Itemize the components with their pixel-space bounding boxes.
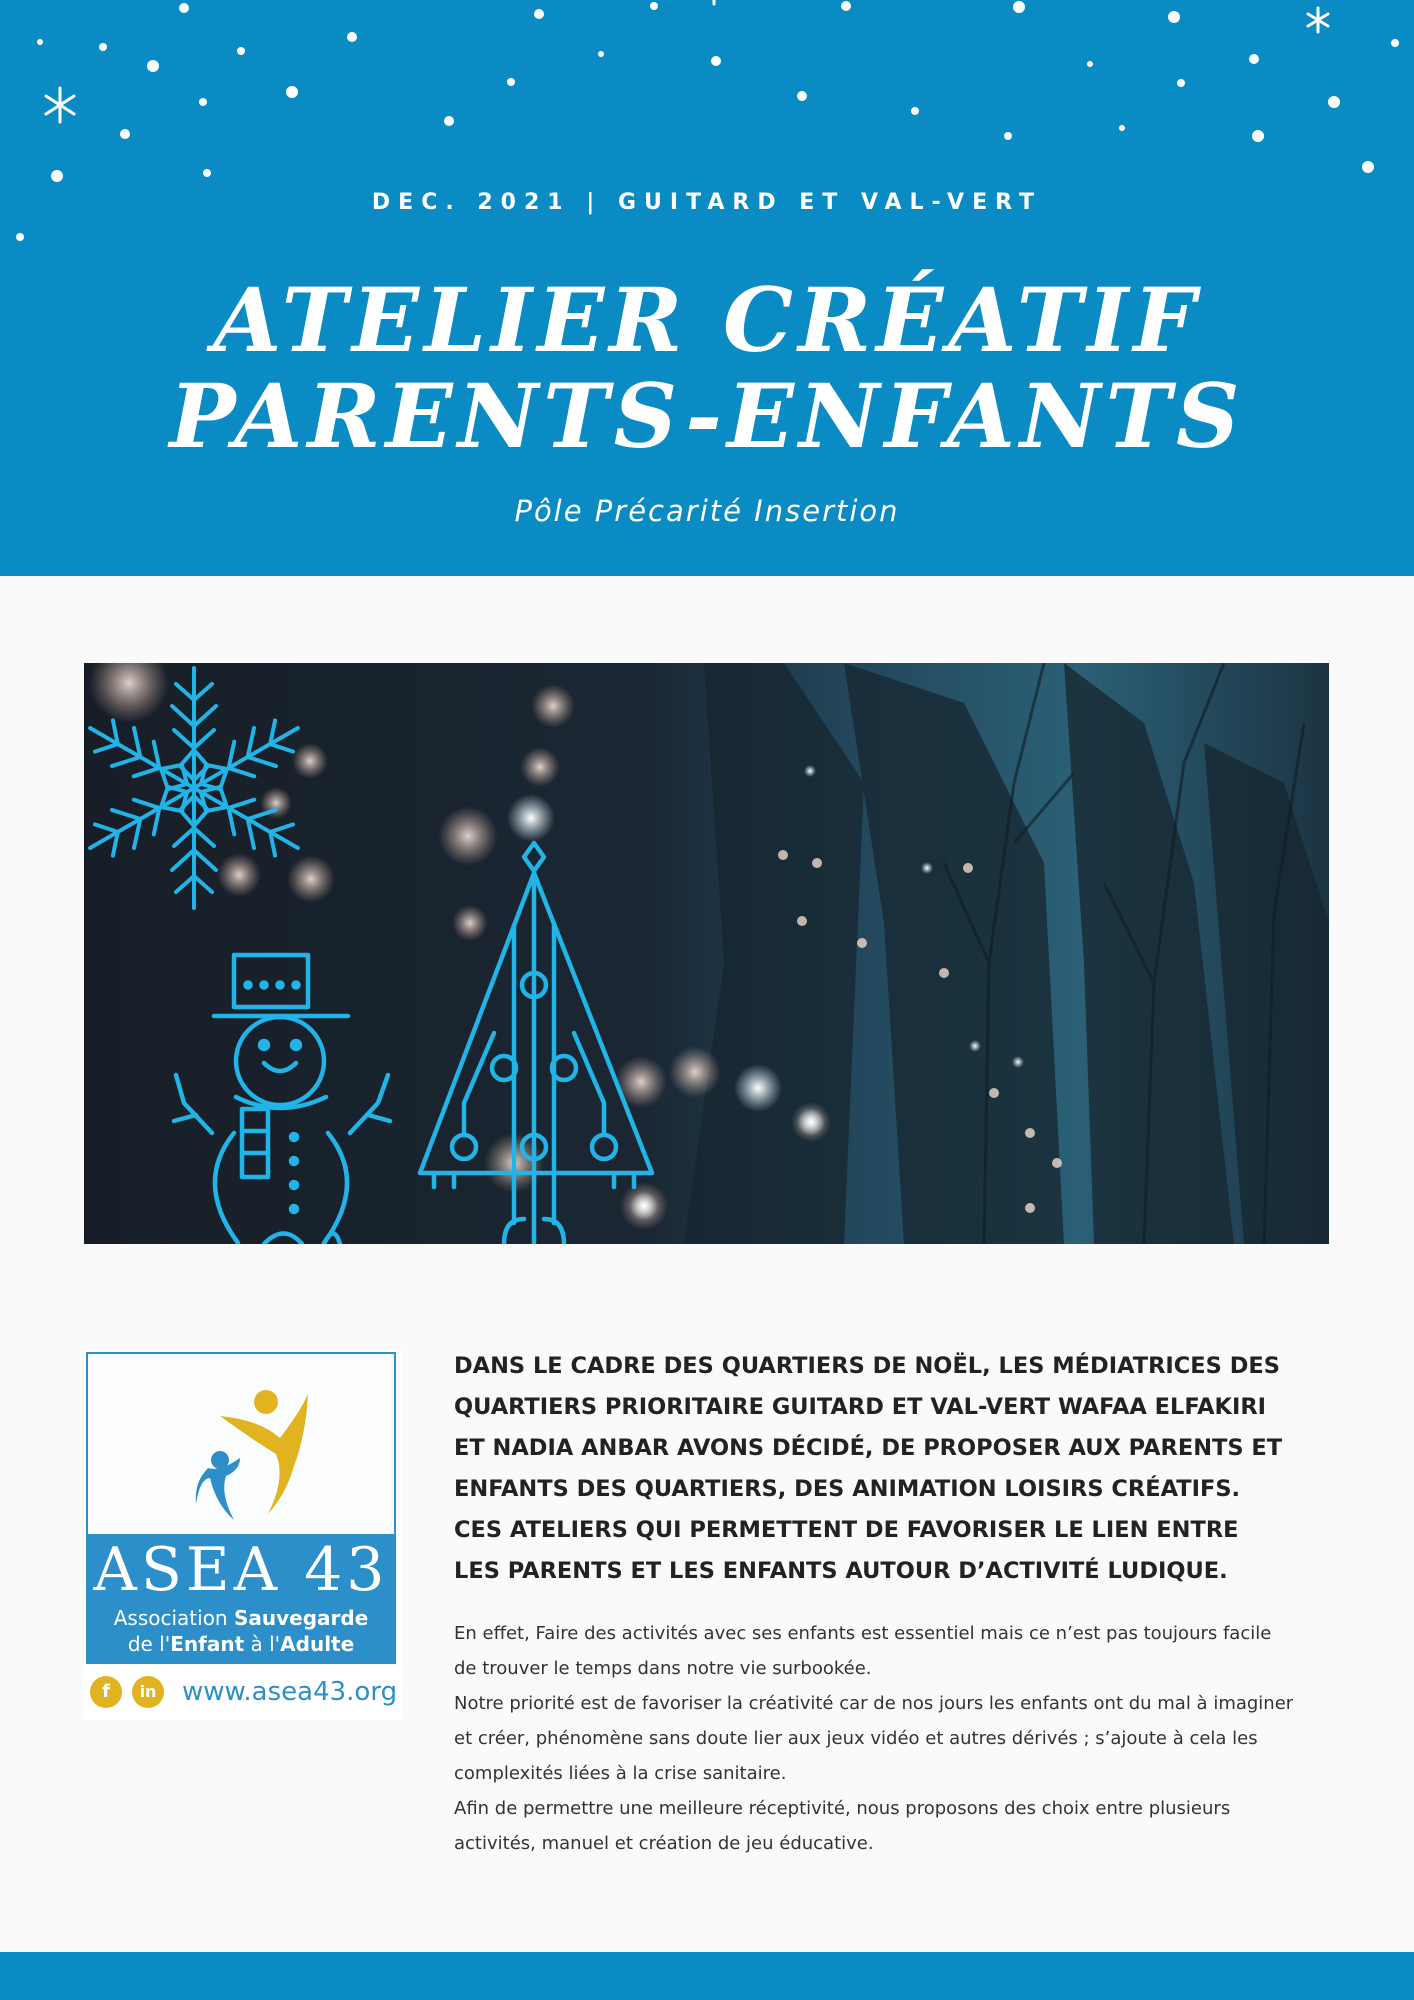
body-paragraph-1: En effet, Faire des activités avec ses enfants est essentiel mais ce n’est pas toujours facile de trouver le temps dans notre vie surbookée. xyxy=(454,1623,1272,1679)
page-subtitle: Pôle Précarité Insertion xyxy=(514,494,900,528)
title-line-1: ATELIER CRÉATIF xyxy=(213,268,1201,372)
logo-tagline-line1: Association Sauvegarde xyxy=(113,1606,369,1630)
logo-tagline-line2: de l'Enfant à l'Adulte xyxy=(127,1632,355,1656)
body-text xyxy=(454,1616,1294,1861)
header-banner xyxy=(0,0,1414,576)
linkedin-icon[interactable]: in xyxy=(132,1676,164,1708)
body-paragraph-2: Notre priorité est de favoriser la créativité car de nos jours les enfants ont du mal à imaginer et créer, phénomène sans doute lier aux jeux vidéo et autres dérivés ; s’ajoute à cela les complexités liées à la crise sanitaire. xyxy=(454,1693,1294,1784)
website-link[interactable]: www.asea43.org xyxy=(182,1677,398,1707)
logo-footer xyxy=(86,1672,400,1712)
title-line-2: PARENTS-ENFANTS xyxy=(169,364,1245,468)
asea43-logo-card xyxy=(84,1350,402,1720)
asea43-logo xyxy=(86,1352,396,1664)
logo-name: ASEA 43 xyxy=(93,1535,389,1605)
dateline: DEC. 2021 | GUITARD ET VAL-VERT xyxy=(371,190,1043,215)
asea-dancers-icon xyxy=(88,1354,398,1536)
page-title xyxy=(0,268,1414,468)
facebook-icon[interactable]: f xyxy=(90,1676,122,1708)
lead-paragraph: DANS LE CADRE DES QUARTIERS DE NOËL, LES MÉDIATRICES DES QUARTIERS PRIORITAIRE GUITARD ET VAL-VERT WAFAA ELFAKIRI ET NADIA ANBAR AVONS DÉCIDÉ, DE PROPOSER AUX PARENTS ET ENFANTS DES QUARTIERS, DES ANIMATION LOISIRS CRÉATIFS. CES ATELIERS QUI PERMETTENT DE FAVORISER LE LIEN ENTRE LES PARENTS ET LES ENFANTS AUTOUR D’ACTIVITÉ LUDIQUE. xyxy=(454,1353,1283,1584)
snowfall-decoration xyxy=(0,0,1414,260)
footer-bar xyxy=(0,1952,1414,2000)
holiday-banner-image xyxy=(84,663,1329,1244)
asea43-logo-band xyxy=(88,1534,394,1662)
body-paragraph-3: Afin de permettre une meilleure réceptivité, nous proposons des choix entre plusieurs activités, manuel et création de jeu éducative. xyxy=(454,1798,1231,1854)
